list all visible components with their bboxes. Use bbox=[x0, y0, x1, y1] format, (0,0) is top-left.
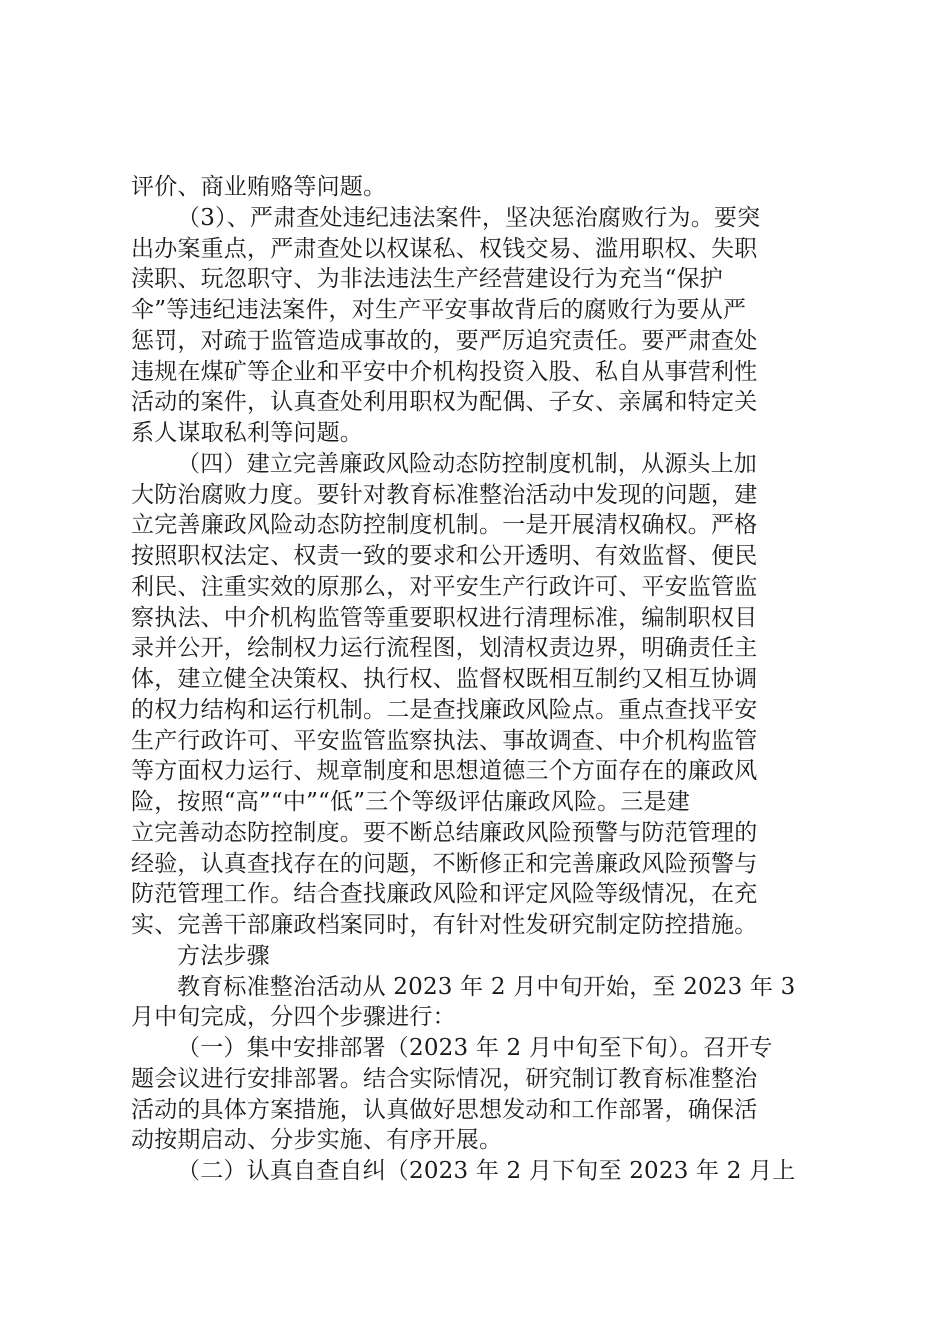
text-line: 月中旬完成，分四个步骤进行： bbox=[131, 1004, 456, 1031]
text-line: 实、完善干部廉政档案同时，有针对性发研究制定防控措施。 bbox=[131, 912, 758, 938]
section-heading: 方法步骤 bbox=[177, 942, 270, 969]
text-line: 生产行政许可、平安监管监察执法、事故调查、中介机构监管 bbox=[131, 727, 758, 754]
text-line: 渎职、玩忽职守、为非法违法生产经营建设行为充当“保护 bbox=[131, 266, 723, 293]
text-line: 体，建立健全决策权、执行权、监督权既相互制约又相互协调 bbox=[131, 666, 758, 692]
text-line: 利民、注重实效的原那么，对平安生产行政许可、平安监管监 bbox=[131, 573, 758, 600]
text-line: 察执法、中介机构监管等重要职权进行清理标准，编制职权目 bbox=[131, 604, 758, 631]
text-line: 伞”等违纪违法案件，对生产平安事故背后的腐败行为要从严 bbox=[131, 297, 747, 323]
text-line: 录并公开，绘制权力运行流程图，划清权责边界，明确责任主 bbox=[131, 635, 758, 662]
text-line: 题会议进行安排部署。结合实际情况，研究制订教育标准整治 bbox=[131, 1065, 758, 1092]
text-line: 险，按照“高”“中”“低”三个等级评估廉政风险。三是建 bbox=[131, 789, 690, 815]
text-line: 立完善廉政风险动态防控制度机制。一是开展清权确权。严格 bbox=[131, 512, 758, 539]
text-line: 出办案重点，严肃查处以权谋私、权钱交易、滥用职权、失职 bbox=[131, 235, 758, 262]
text-line: 立完善动态防控制度。要不断总结廉政风险预警与防范管理的 bbox=[131, 819, 758, 846]
text-line: 经验，认真查找存在的问题，不断修正和完善廉政风险预警与 bbox=[131, 850, 758, 877]
text-line: 教育标准整治活动从 2023 年 2 月中旬开始，至 2023 年 3 bbox=[177, 973, 796, 1000]
text-line: 防范管理工作。结合查找廉政风险和评定风险等级情况，在充 bbox=[131, 881, 758, 908]
text-line: 活动的具体方案措施，认真做好思想发动和工作部署，确保活 bbox=[131, 1096, 758, 1123]
text-line: 等方面权力运行、规章制度和思想道德三个方面存在的廉政风 bbox=[131, 758, 758, 785]
text-line: 违规在煤矿等企业和平安中介机构投资入股、私自从事营利性 bbox=[131, 358, 758, 385]
text-line: （一）集中安排部署（2023 年 2 月中旬至下旬）。召开专 bbox=[177, 1035, 773, 1061]
document-body bbox=[131, 172, 831, 1187]
text-line: 活动的案件，认真查处利用职权为配偶、子女、亲属和特定关 bbox=[131, 389, 758, 416]
text-line: 惩罚，对疏于监管造成事故的，要严厉追究责任。要严肃查处 bbox=[131, 327, 758, 354]
text-line: 系人谋取私利等问题。 bbox=[131, 420, 363, 446]
text-line: 的权力结构和运行机制。二是查找廉政风险点。重点查找平安 bbox=[131, 696, 758, 723]
text-line: （四）建立完善廉政风险动态防控制度机制，从源头上加 bbox=[177, 450, 757, 477]
text-line: 评价、商业贿赂等问题。 bbox=[131, 174, 387, 200]
text-line: （3）、严肃查处违纪违法案件，坚决惩治腐败行为。要突 bbox=[177, 204, 761, 231]
text-line: 动按期启动、分步实施、有序开展。 bbox=[131, 1127, 503, 1154]
text-line: （二）认真自查自纠（2023 年 2 月下旬至 2023 年 2 月上 bbox=[177, 1158, 796, 1184]
text-line: 大防治腐败力度。要针对教育标准整治活动中发现的问题，建 bbox=[131, 481, 758, 508]
text-line: 按照职权法定、权责一致的要求和公开透明、有效监督、便民 bbox=[131, 543, 758, 569]
